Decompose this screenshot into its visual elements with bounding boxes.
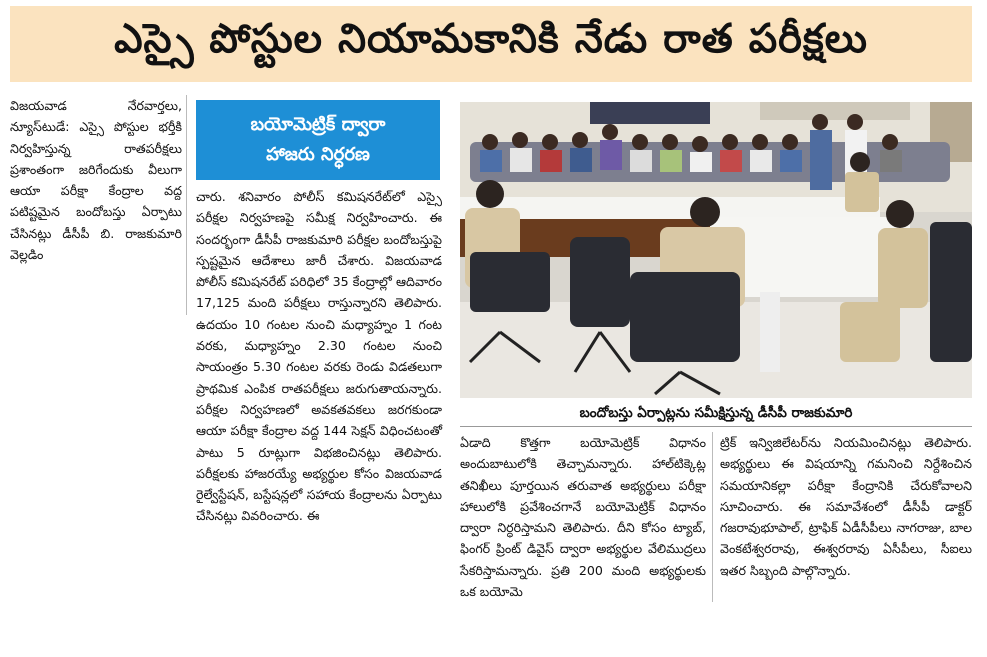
- intro-text: విజయవాడ నేరవార్తలు, న్యూస్‌టుడే: ఎస్సై పోస్టుల భర్తీకి నిర్వహిస్తున్న రాతపరీక్షలు ప్రశాంతంగా జరిగేందుకు వీలుగా ఆయా పరీక్షా కేంద్రాల వద్ద పటిష్టమైన బందోబస్తు ఏర్పాటు చేసినట్లు డీసీపీ బి. రాజకుమారి వెల్లడిం: [10, 98, 182, 263]
- news-photo: [460, 102, 972, 398]
- meeting-photo-illustration: [460, 102, 972, 398]
- intro-column: [10, 95, 187, 315]
- bottom-text-2: ట్రిక్ ఇన్విజిలేటర్‌ను నియమించినట్లు తెలిపారు. అభ్యర్థులు ఈ విషయాన్ని గమనించి నిర్దేశించిన సమయానికల్లా పరీక్షా కేంద్రానికి చేరుకోవాలని సూచించారు. ఈ సమావేశంలో డీసీపీ డాక్టర్ గజరావుభూపాల్, ట్రాఫిక్ ఏడీసీపీలు నాగరాజు, బాల వెంకటేశ్వరరావు, ఈశ్వరరావు ఏసీపీలు, సీఐలు ఇతర సిబ్బంది పాల్గొన్నారు.: [720, 435, 972, 578]
- bottom-text-1: ఏడాది కొత్తగా బయోమెట్రిక్ విధానం అందుబాటులోకి తెచ్చామన్నారు. హాల్‌టిక్కెట్ల తనిఖీలు పూర్తయిన తరువాత అభ్యర్థులు పరీక్షా హాలులోకి ప్రవేశించగానే బయోమెట్రిక్ విధానం ద్వారా నిర్ధరిస్తామని తెలిపారు. దీని కోసం ట్యాబ్, ఫింగర్ ప్రింట్ డివైస్ ద్వారా అభ్యర్థుల వేలిముద్రలు సేకరిస్తామన్నారు. ప్రతి 200 మంది అభ్యర్థులకు ఒక బయోమె: [460, 435, 706, 600]
- middle-column: [196, 186, 442, 527]
- bottom-column-1: [460, 432, 713, 602]
- subheading-box: [196, 100, 440, 180]
- photo-caption: బందోబస్తు ఏర్పాట్లను సమీక్షిస్తున్న డీసీపీ రాజకుమారి: [460, 402, 972, 427]
- subheading-line-2: హాజరు నిర్ధరణ: [266, 144, 370, 165]
- subheading-line-1: బయోమెట్రిక్ ద్వారా: [250, 114, 386, 135]
- headline: ఎస్సై పోస్టుల నియామకానికి నేడు రాత పరీక్షలు: [10, 6, 972, 82]
- bottom-column-2: [720, 432, 972, 581]
- middle-text: చారు. శనివారం పోలీస్ కమిషనరేట్‌లో ఎస్సై పరీక్షల నిర్వహణపై సమీక్ష నిర్వహించారు. ఈ సందర్భంగా డీసీపీ రాజకుమారి పరీక్షల బందోబస్తుపై స్పష్టమైన ఆదేశాలు జారీ చేశారు. విజయవాడ పోలీస్ కమిషనరేట్ పరిధిలో 35 కేంద్రాల్లో ఆదివారం 17,125 మంది పరీక్షలు రాస్తున్నారని తెలిపారు. ఉదయం 10 గంటల నుంచి మధ్యాహ్నం 1 గంట వరకు, మధ్యాహ్నం 2.30 గంటల నుంచి సాయంత్రం 5.30 గంటల వరకు రెండు విడతలుగా ప్రాథమిక ఎంపిక రాతపరీక్షలు జరుగుతాయన్నారు. పరీక్షల నిర్వహణలో అవకతవకలు జరగకుండా ఆయా పరీక్షా కేంద్రాల వద్ద 144 సెక్షన్ విధించటంతో పాటు 5 రూట్లుగా విభజించినట్లు తెలిపారు. పరీక్షలకు హాజరయ్యే అభ్యర్థుల కోసం విజయవాడ రైల్వేస్టేషన్, బస్టేషన్లలో సహాయ కేంద్రాలను ఏర్పాటు చేసినట్లు వివరించారు. ఈ: [196, 189, 442, 524]
